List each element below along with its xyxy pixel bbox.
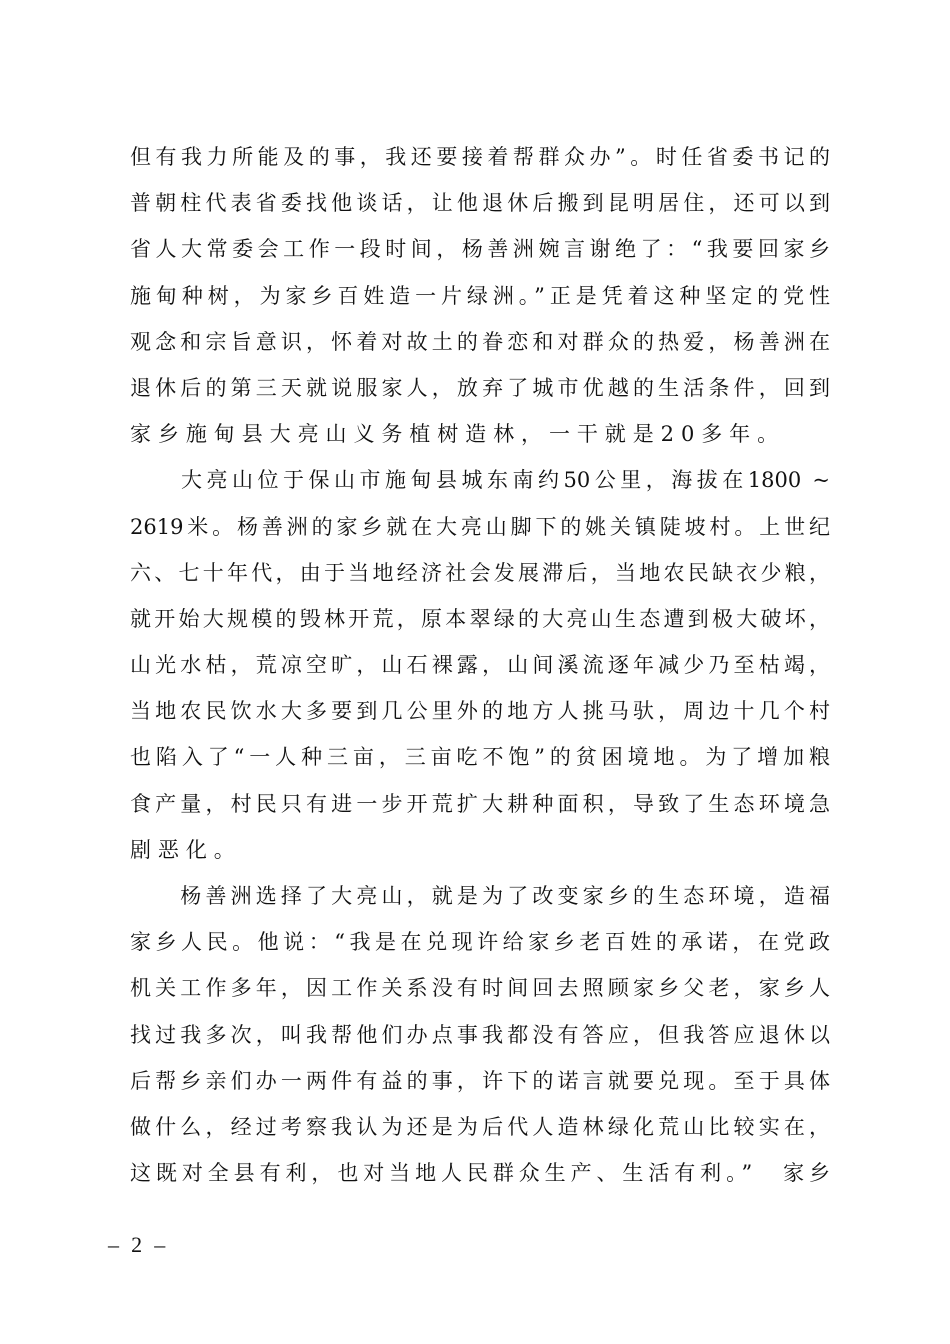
text-line: 后帮乡亲们办一两件有益的事，许下的诺言就要兑现。至于具体 xyxy=(130,1068,830,1093)
paragraph-1 xyxy=(130,134,830,457)
text-line: 2619米。杨善洲的家乡就在大亮山脚下的姚关镇陡坡村。上世纪 xyxy=(130,514,830,539)
text-line: 做什么，经过考察我认为还是为后代人造林绿化荒山比较实在， xyxy=(130,1114,830,1139)
text-line: 施甸种树，为家乡百姓造一片绿洲。”正是凭着这种坚定的党性 xyxy=(130,283,830,308)
text-line: 这既对全县有利，也对当地人民群众生产、生活有利。” 家乡 xyxy=(130,1161,830,1186)
text-line: 找过我多次，叫我帮他们办点事我都没有答应，但我答应退休以 xyxy=(130,1022,830,1047)
text-line: 大亮山位于保山市施甸县城东南约50公里，海拔在1800 ~ xyxy=(130,468,830,493)
paragraph-2 xyxy=(130,457,830,873)
body-text xyxy=(130,134,830,1196)
text-line: 就开始大规模的毁林开荒，原本翠绿的大亮山生态遭到极大破坏， xyxy=(130,606,830,631)
text-line: 山光水枯，荒凉空旷，山石裸露，山间溪流逐年减少乃至枯竭， xyxy=(130,653,830,678)
text-line: 家乡人民。他说：“我是在兑现许给家乡老百姓的承诺，在党政 xyxy=(130,930,830,955)
text-line: 剧恶化。 xyxy=(130,837,242,862)
text-line: 省人大常委会工作一段时间，杨善洲婉言谢绝了：“我要回家乡 xyxy=(130,237,830,262)
text-line: 家乡施甸县大亮山义务植树造林，一干就是20多年。 xyxy=(130,422,786,447)
text-line: 也陷入了“一人种三亩，三亩吃不饱”的贫困境地。为了增加粮 xyxy=(130,745,830,770)
text-line: 当地农民饮水大多要到几公里外的地方人挑马驮，周边十几个村 xyxy=(130,699,830,724)
text-line: 普朝柱代表省委找他谈话，让他退休后搬到昆明居住，还可以到 xyxy=(130,191,830,216)
paragraph-3 xyxy=(130,873,830,1196)
text-line: 食产量，村民只有进一步开荒扩大耕种面积，导致了生态环境急 xyxy=(130,791,830,816)
text-line: 但有我力所能及的事，我还要接着帮群众办”。时任省委书记的 xyxy=(130,145,830,169)
page-number: – 2 – xyxy=(108,1232,169,1257)
text-line: 六、七十年代，由于当地经济社会发展滞后，当地农民缺衣少粮， xyxy=(130,560,830,585)
text-line: 杨善洲选择了大亮山，就是为了改变家乡的生态环境，造福 xyxy=(130,884,830,908)
text-line: 退休后的第三天就说服家人，放弃了城市优越的生活条件，回到 xyxy=(130,375,830,400)
text-line: 观念和宗旨意识，怀着对故土的眷恋和对群众的热爱，杨善洲在 xyxy=(130,329,830,354)
text-line: 机关工作多年，因工作关系没有时间回去照顾家乡父老，家乡人 xyxy=(130,976,830,1001)
